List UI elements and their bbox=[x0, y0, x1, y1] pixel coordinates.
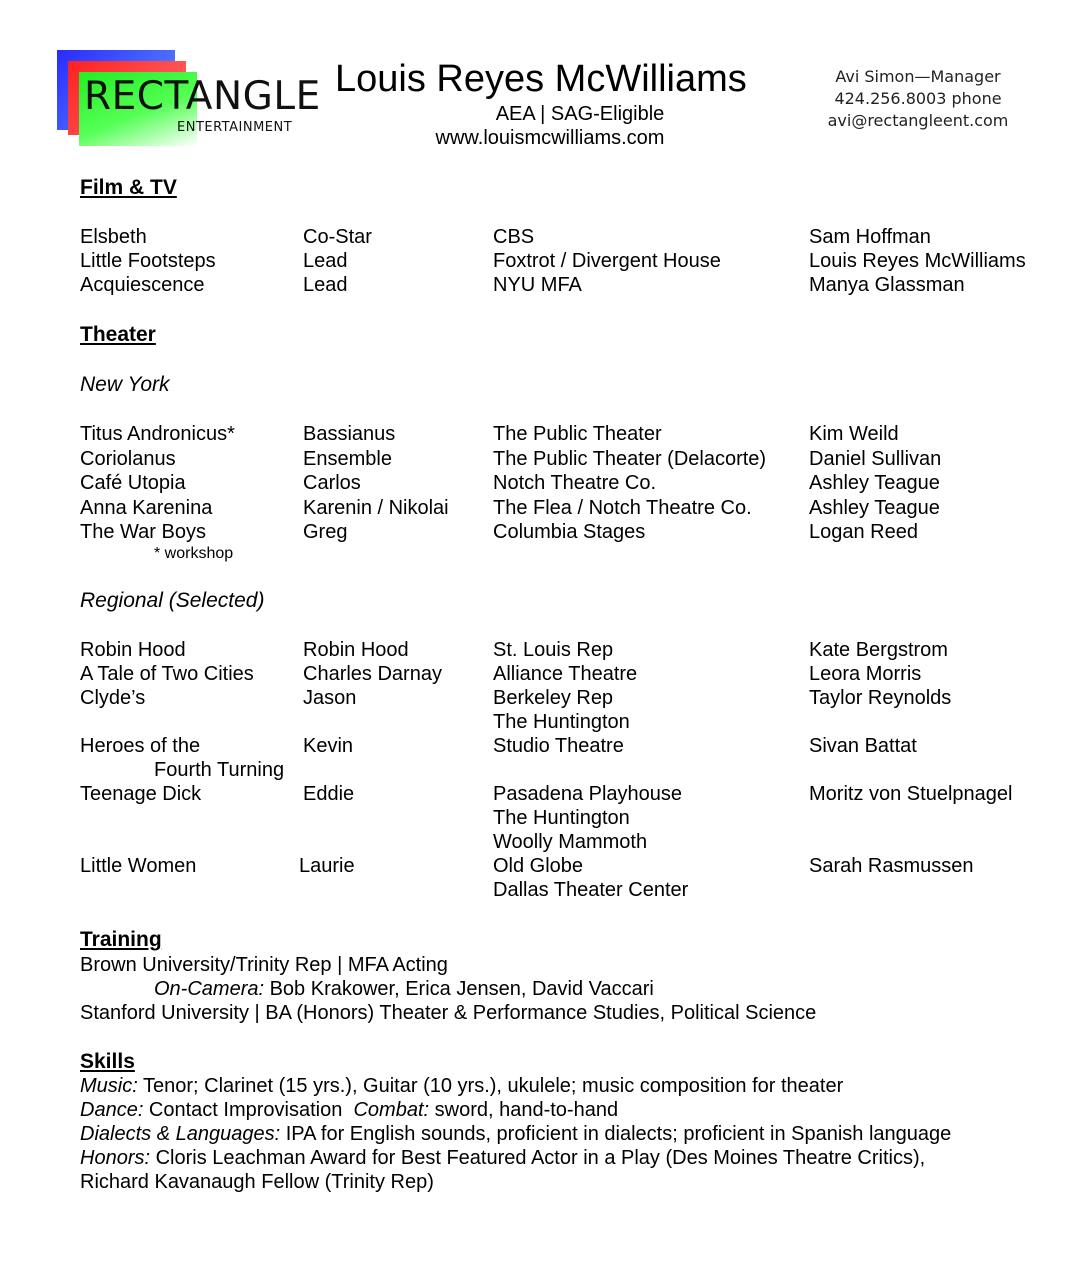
section-heading-skills: Skills bbox=[80, 1050, 135, 1073]
credit-director: Ashley Teague bbox=[809, 472, 940, 494]
credit-company: The Huntington bbox=[493, 807, 630, 829]
credit-role: Kevin bbox=[303, 735, 354, 757]
combat-text: sword, hand-to-hand bbox=[429, 1099, 619, 1121]
credit-company: The Public Theater bbox=[493, 423, 662, 445]
credit-role: Jason bbox=[303, 687, 357, 709]
skills-honors-continued: Richard Kavanaugh Fellow (Trinity Rep) bbox=[80, 1171, 434, 1193]
credit-director: Logan Reed bbox=[809, 521, 918, 543]
credit-role: Ensemble bbox=[303, 447, 392, 470]
credit-role: Carlos bbox=[303, 472, 361, 494]
credit-director: Louis Reyes McWilliams bbox=[809, 250, 1026, 272]
workshop-footnote: * workshop bbox=[154, 545, 234, 562]
credit-director: Sarah Rasmussen bbox=[809, 855, 974, 877]
credit-role: Lead bbox=[303, 274, 348, 296]
credit-title: Coriolanus bbox=[80, 447, 176, 470]
manager-email[interactable]: avi@rectangleent.com bbox=[827, 111, 1009, 130]
credit-director: Taylor Reynolds bbox=[809, 687, 952, 709]
actor-name: Louis Reyes McWilliams bbox=[335, 58, 747, 100]
credit-role: Eddie bbox=[303, 783, 355, 805]
credit-company: The Flea / Notch Theatre Co. bbox=[493, 496, 752, 519]
credit-company: Notch Theatre Co. bbox=[493, 472, 657, 494]
combat-label: Combat: bbox=[353, 1099, 430, 1121]
credit-role: Lead bbox=[303, 250, 348, 272]
section-heading-film-tv: Film & TV bbox=[80, 176, 177, 199]
credit-role: Co-Star bbox=[303, 226, 372, 248]
dance-text: Contact Improvisation bbox=[143, 1099, 343, 1121]
on-camera-label: On-Camera: bbox=[154, 978, 265, 1000]
credit-company: Woolly Mammoth bbox=[493, 831, 648, 853]
dialects-label: Dialects & Languages: bbox=[80, 1123, 281, 1145]
credit-title: Titus Andronicus* bbox=[80, 423, 235, 445]
credit-title: A Tale of Two Cities bbox=[80, 663, 254, 685]
credit-role: Greg bbox=[303, 521, 348, 543]
manager-name: Avi Simon—Manager bbox=[835, 67, 1001, 86]
credit-director: Sam Hoffman bbox=[809, 226, 931, 248]
logo-subtitle: ENTERTAINMENT bbox=[177, 120, 293, 135]
credit-title: Teenage Dick bbox=[80, 783, 202, 805]
honors-text: Cloris Leachman Award for Best Featured Actor in a Play (Des Moines Theatre Critics), bbox=[150, 1147, 926, 1169]
credit-title: Little Women bbox=[80, 855, 197, 877]
website-link[interactable]: www.louismcwilliams.com bbox=[435, 127, 665, 149]
credit-director: Moritz von Stuelpnagel bbox=[809, 783, 1013, 805]
credit-company: Foxtrot / Divergent House bbox=[493, 250, 721, 272]
skills-dialects bbox=[80, 1122, 951, 1146]
credit-director: Ashley Teague bbox=[809, 496, 940, 519]
music-label: Music: bbox=[80, 1075, 138, 1097]
credit-company: St. Louis Rep bbox=[493, 639, 614, 661]
manager-phone: 424.256.8003 phone bbox=[834, 89, 1002, 108]
training-mfa: Brown University/Trinity Rep | MFA Acting bbox=[80, 954, 448, 976]
credit-title: Fourth Turning bbox=[154, 759, 285, 781]
credit-company: Pasadena Playhouse bbox=[493, 783, 683, 805]
skills-music bbox=[80, 1074, 843, 1098]
credit-title: Robin Hood bbox=[80, 639, 186, 661]
credit-role: Robin Hood bbox=[303, 639, 409, 661]
logo-wordmark: RECTANGLE bbox=[84, 74, 321, 119]
on-camera-teachers: Bob Krakower, Erica Jensen, David Vaccari bbox=[264, 978, 654, 1000]
credit-director: Leora Morris bbox=[809, 663, 922, 685]
credit-title: Heroes of the bbox=[80, 735, 201, 757]
credit-role: Bassianus bbox=[303, 423, 396, 445]
credit-company: The Public Theater (Delacorte) bbox=[493, 447, 767, 470]
skills-dance-combat bbox=[80, 1098, 618, 1122]
credit-role: Laurie bbox=[299, 855, 355, 877]
credit-director: Daniel Sullivan bbox=[809, 447, 942, 470]
dialects-text: IPA for English sounds, proficient in dialects; proficient in Spanish language bbox=[280, 1123, 952, 1145]
skills-honors bbox=[80, 1146, 925, 1170]
credit-company: Berkeley Rep bbox=[493, 687, 614, 709]
credit-title: Acquiescence bbox=[80, 274, 205, 296]
training-ba: Stanford University | BA (Honors) Theater & Performance Studies, Political Science bbox=[80, 1002, 817, 1024]
section-heading-theater: Theater bbox=[80, 323, 156, 346]
union-status: AEA | SAG-Eligible bbox=[495, 103, 665, 125]
credit-title: Elsbeth bbox=[80, 226, 147, 248]
credit-company: Dallas Theater Center bbox=[493, 879, 689, 901]
credit-company: The Huntington bbox=[493, 711, 630, 733]
credit-company: Old Globe bbox=[493, 855, 584, 877]
credit-director: Sivan Battat bbox=[809, 735, 917, 757]
subsection-regional: Regional (Selected) bbox=[80, 589, 265, 612]
credit-director: Manya Glassman bbox=[809, 274, 965, 296]
honors-label: Honors: bbox=[80, 1147, 151, 1169]
credit-role: Karenin / Nikolai bbox=[303, 496, 449, 519]
subsection-new-york: New York bbox=[80, 373, 170, 396]
training-on-camera bbox=[154, 977, 654, 1001]
credit-company: Columbia Stages bbox=[493, 521, 646, 543]
section-heading-training: Training bbox=[80, 928, 162, 951]
credit-company: Studio Theatre bbox=[493, 735, 624, 757]
credit-company: NYU MFA bbox=[493, 274, 582, 296]
credit-title: Café Utopia bbox=[80, 472, 186, 494]
dance-label: Dance: bbox=[80, 1099, 144, 1121]
credit-title: Little Footsteps bbox=[80, 250, 216, 272]
credit-role: Charles Darnay bbox=[303, 663, 442, 685]
credit-director: Kim Weild bbox=[809, 423, 899, 445]
credit-title: Anna Karenina bbox=[80, 496, 213, 519]
music-text: Tenor; Clarinet (15 yrs.), Guitar (10 yrs.), ukulele; music composition for theater bbox=[137, 1075, 844, 1097]
credit-title: Clyde’s bbox=[80, 687, 146, 709]
company-logo bbox=[57, 50, 321, 150]
credit-director: Kate Bergstrom bbox=[809, 639, 948, 661]
credit-company: CBS bbox=[493, 226, 535, 248]
credit-title: The War Boys bbox=[80, 521, 206, 543]
credit-company: Alliance Theatre bbox=[493, 663, 638, 685]
